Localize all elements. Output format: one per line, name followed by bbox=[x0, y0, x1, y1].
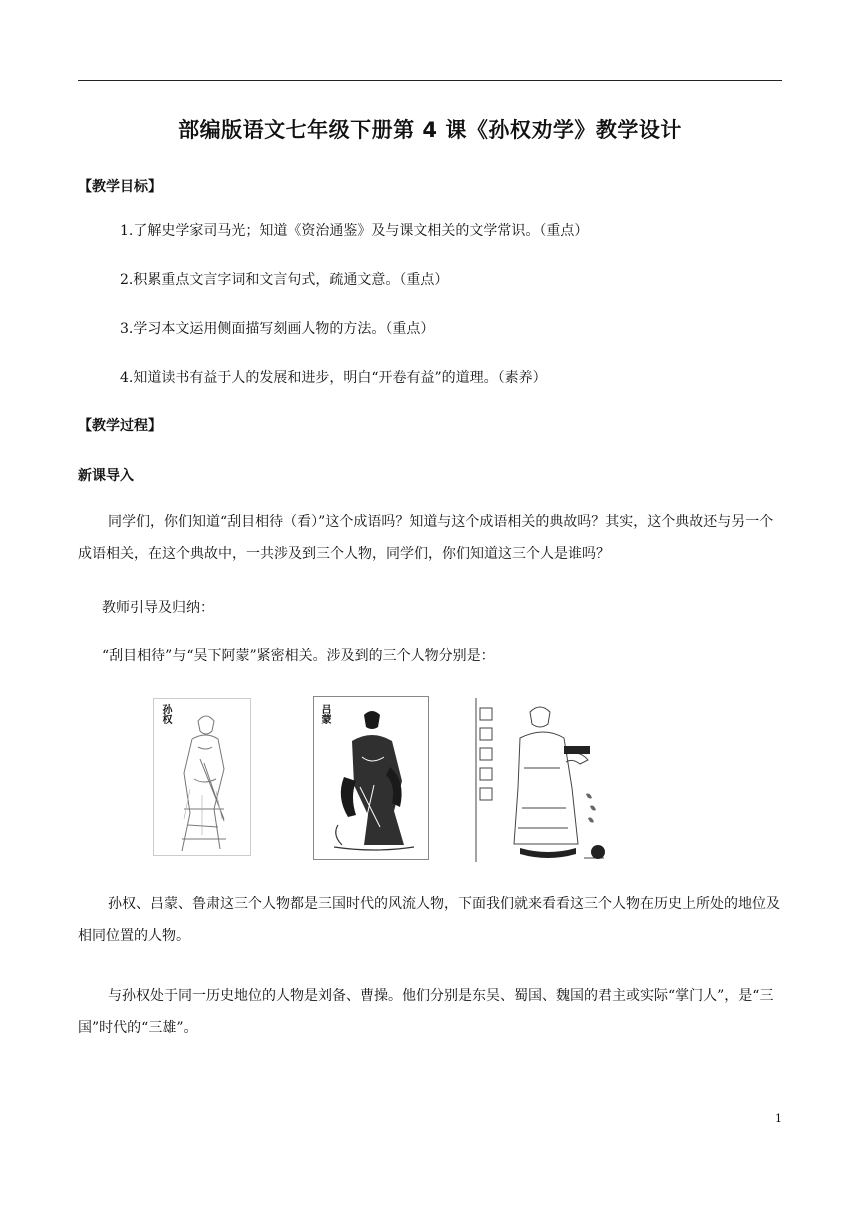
objective-4: 4.知道读书有益于人的发展和进步，明白“开卷有益”的道理。（素养） bbox=[120, 370, 547, 386]
lu-meng-label: 吕蒙 bbox=[319, 704, 330, 724]
objective-2: 2.积累重点文言字词和文言句式，疏通文意。（重点） bbox=[120, 272, 449, 288]
page-number: 1 bbox=[775, 1112, 782, 1125]
sun-quan-portrait bbox=[153, 698, 251, 856]
sun-quan-label: 孙权 bbox=[160, 704, 171, 724]
body-paragraph-1-text: 孙权、吕蒙、鲁肃这三个人物都是三国时代的风流人物，下面我们就来看看这三个人物在历史上所处的地位及相同位置的人物。 bbox=[78, 896, 780, 944]
objective-1: 1.了解史学家司马光；知道《资治通鉴》及与课文相关的文学常识。（重点） bbox=[120, 223, 589, 239]
header-rule bbox=[78, 80, 782, 81]
idiom-line: “刮目相待”与“吴下阿蒙”紧密相关。涉及到的三个人物分别是： bbox=[102, 648, 495, 664]
body-paragraph-2 bbox=[78, 980, 784, 1044]
lu-meng-portrait bbox=[313, 696, 429, 860]
lu-su-portrait bbox=[474, 698, 610, 862]
lu-meng-illustration bbox=[314, 697, 428, 859]
intro-heading: 新课导入 bbox=[78, 468, 134, 484]
objective-3: 3.学习本文运用侧面描写刻画人物的方法。（重点） bbox=[120, 321, 435, 337]
body-paragraph-2-text: 与孙权处于同一历史地位的人物是刘备、曹操。他们分别是东吴、蜀国、魏国的君主或实际“掌门人”，是“三国”时代的“三雄”。 bbox=[78, 988, 774, 1036]
intro-paragraph-text: 同学们，你们知道“刮目相待（看）”这个成语吗？知道与这个成语相关的典故吗？其实，这个典故还与另一个成语相关，在这个典故中，一共涉及到三个人物，同学们，你们知道这三个人是谁吗？ bbox=[78, 514, 774, 562]
lu-su-illustration bbox=[474, 698, 610, 862]
page-title: 部编版语文七年级下册第 4 课《孙权劝学》教学设计 bbox=[178, 118, 682, 142]
intro-paragraph bbox=[78, 506, 784, 570]
process-heading: 【教学过程】 bbox=[78, 418, 162, 434]
teacher-guidance-line: 教师引导及归纳： bbox=[102, 600, 214, 616]
goals-heading: 【教学目标】 bbox=[78, 179, 162, 195]
body-paragraph-1 bbox=[78, 888, 784, 952]
